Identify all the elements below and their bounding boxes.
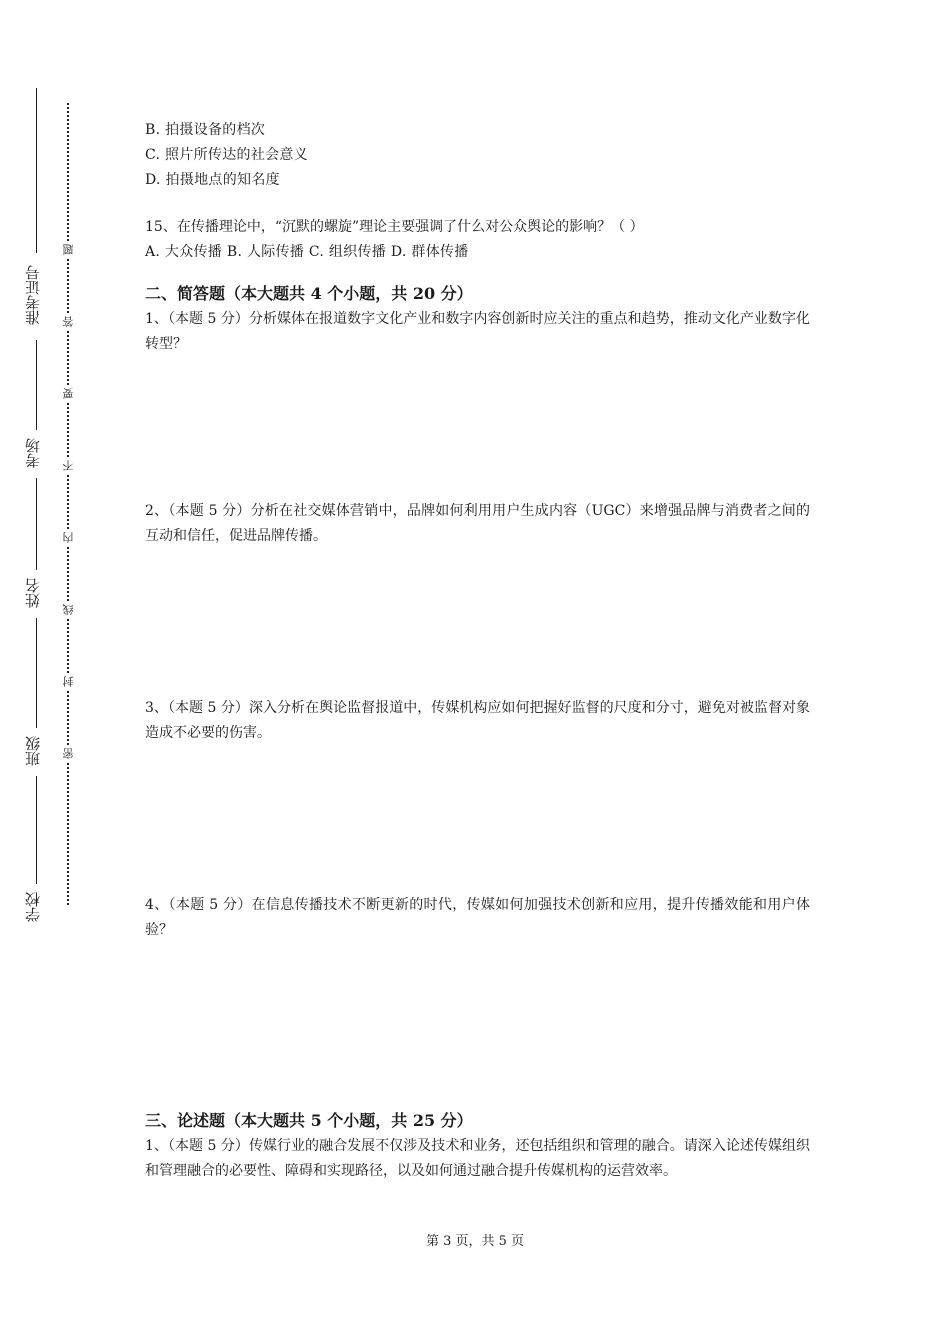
short-answer-question: 2、（本题 5 分）分析在社交媒体营销中，品牌如何利用用户生成内容（UGC）来增强品牌与消费者之间的互动和信任，促进品牌传播。 — [145, 503, 810, 544]
field-label-name: 姓名 — [24, 578, 42, 608]
seal-char: 线 — [60, 601, 76, 619]
field-underline-exam-number — [36, 88, 37, 253]
field-label-class: 班级 — [24, 736, 42, 766]
seal-char: 内 — [60, 529, 76, 547]
field-underline-name — [36, 478, 37, 570]
short-answer-question: 1、（本题 5 分）分析媒体在报道数字文化产业和数字内容创新时应关注的重点和趋势，推动文化产业数字化转型？ — [145, 311, 810, 352]
field-underline-class — [36, 618, 37, 728]
seal-char: 题 — [60, 241, 76, 259]
answer-space[interactable] — [145, 357, 810, 499]
question-15-options: A. 大众传播 B. 人际传播 C. 组织传播 D. 群体传播 — [145, 244, 469, 260]
section-3-title: 三、论述题（本大题共 5 个小题，共 25 分） — [145, 1111, 473, 1130]
page-footer: 第 3 页，共 5 页 — [425, 1234, 525, 1249]
answer-space[interactable] — [145, 943, 810, 1092]
field-label-exam-room: 考场 — [24, 438, 42, 468]
seal-char: 不 — [60, 457, 76, 475]
option-b: B. 拍摄设备的档次 — [145, 122, 266, 138]
section-2-title: 二、简答题（本大题共 4 个小题，共 20 分） — [145, 284, 473, 303]
seal-char: 要 — [60, 385, 76, 403]
binding-dotted-line — [67, 103, 69, 905]
option-c: C. 照片所传达的社会意义 — [145, 147, 309, 163]
field-label-school: 学校 — [24, 892, 42, 922]
answer-space[interactable] — [145, 549, 810, 696]
field-underline-exam-room — [36, 340, 37, 430]
question-15-stem: 15、在传播理论中，“沉默的螺旋”理论主要强调了什么对公众舆论的影响？（ ） — [145, 219, 644, 235]
answer-space[interactable] — [145, 746, 810, 893]
seal-char: 答 — [60, 313, 76, 331]
field-label-exam-number: 准考证号 — [24, 265, 42, 325]
seal-char: 封 — [60, 673, 76, 691]
essay-question: 1、（本题 5 分）传媒行业的融合发展不仅涉及技术和业务，还包括组织和管理的融合。请深入论述传媒组织和管理融合的必要性、障碍和实现路径，以及如何通过融合提升传媒机构的运营效率。 — [145, 1138, 810, 1179]
short-answer-question: 3、（本题 5 分）深入分析在舆论监督报道中，传媒机构应如何把握好监督的尺度和分寸，避免对被监督对象造成不必要的伤害。 — [145, 700, 810, 741]
option-d: D. 拍摄地点的知名度 — [145, 172, 280, 188]
seal-char: 密 — [60, 745, 76, 763]
field-underline-school — [36, 776, 37, 884]
short-answer-question: 4、（本题 5 分）在信息传播技术不断更新的时代，传媒如何加强技术创新和应用，提升传播效能和用户体验？ — [145, 897, 810, 938]
exam-content — [145, 118, 810, 1184]
